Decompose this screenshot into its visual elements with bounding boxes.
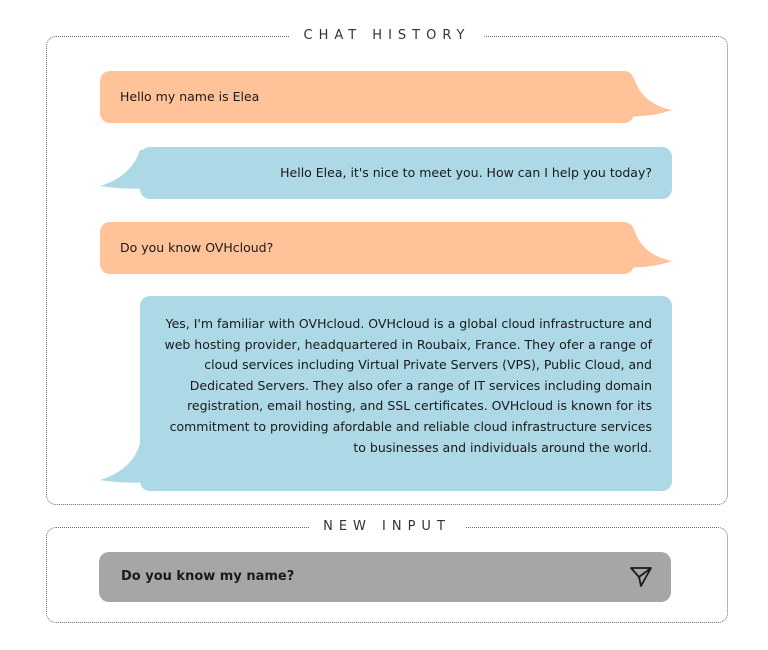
send-icon[interactable] xyxy=(629,565,653,589)
assistant-message xyxy=(140,147,672,199)
message-text: Hello my name is Elea xyxy=(120,89,260,104)
message-input-value[interactable]: Do you know my name? xyxy=(121,569,295,584)
user-message xyxy=(100,222,634,274)
send-button[interactable] xyxy=(629,565,653,589)
user-message xyxy=(100,71,634,123)
message-input[interactable] xyxy=(99,552,671,602)
message-text: Hello Elea, it's nice to meet you. How can I help you today? xyxy=(280,165,652,180)
message-text: Do you know OVHcloud? xyxy=(120,240,274,255)
assistant-message xyxy=(140,296,672,491)
message-text: Yes, I'm familiar with OVHcloud. OVHcloud is a global cloud infrastructure and web hosting provider, headquartered in Roubaix, France. They ofer a range of cloud services including Virtual Private Servers (VPS), Public Cloud, and Dedicated Servers. They also ofer a range of IT services including domain registration, email hosting, and SSL certificates. OVHcloud is known for its commitment to providing afordable and reliable cloud infrastructure services to businesses and individuals around the world. xyxy=(164,316,652,455)
new-input-title: NEW INPUT xyxy=(309,518,465,536)
chat-history-title: CHAT HISTORY xyxy=(290,27,485,45)
